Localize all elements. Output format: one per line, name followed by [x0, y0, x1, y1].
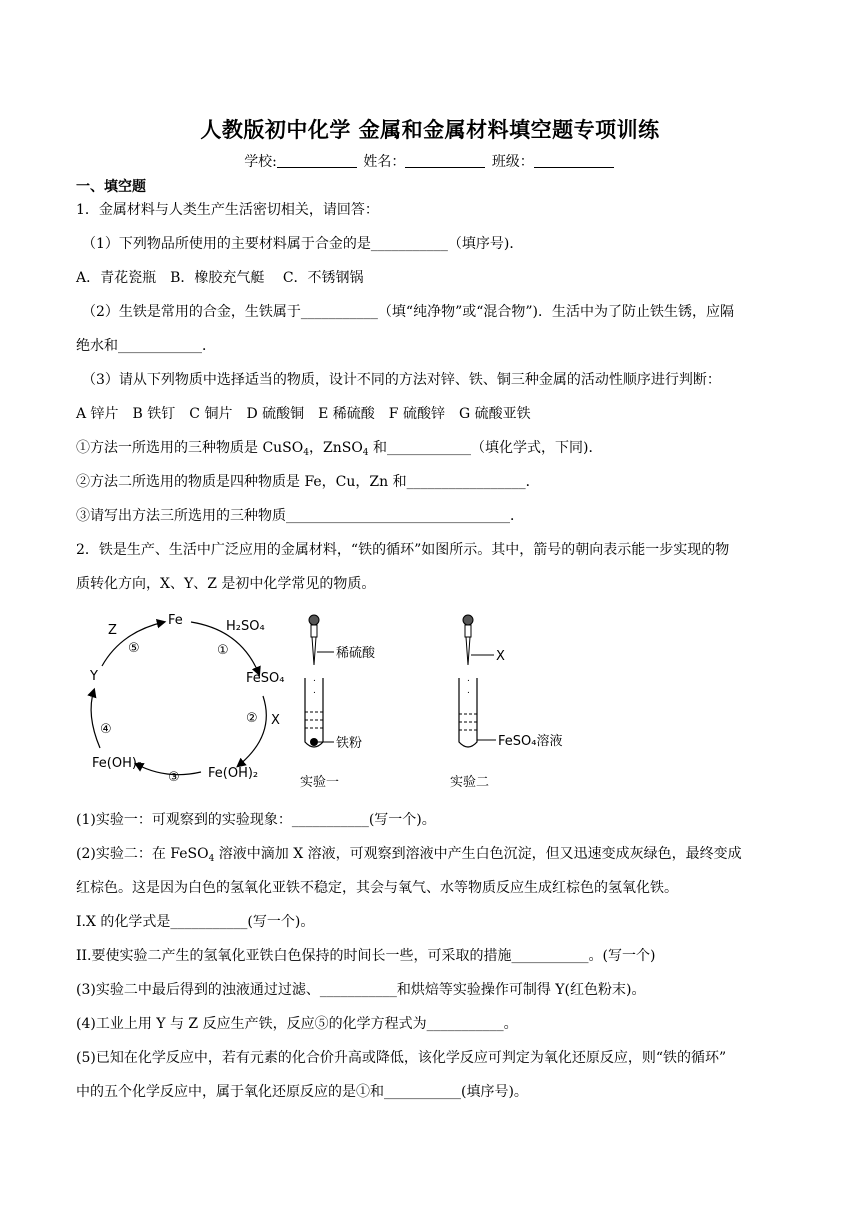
- q2-sub2-pre: (2)实验二：在 FeSO: [76, 846, 209, 862]
- student-info-line: [0, 151, 860, 171]
- section-title: 一、填空题: [76, 179, 146, 195]
- label-feso4: FeSO₄: [246, 671, 285, 686]
- page-title: 人教版初中化学 金属和金属材料填空题专项训练: [200, 117, 660, 142]
- q1-method1-mid: ，ZnSO: [308, 440, 363, 456]
- q2-sub2-ii: II.要使实验二产生的氢氧化亚铁白色保持的时间长一些，可采取的措施___________。(写一个): [76, 948, 656, 964]
- arrow-4: [91, 690, 100, 748]
- q2-sub2-line1: (2)实验二：在 FeSO$_4$ 溶液中滴加 X 溶液，可观察到溶液中产生白色沉淀，但又迅速变成灰绿色，最终变成: [76, 846, 742, 864]
- class-blank: [534, 153, 614, 168]
- label-z: Z: [108, 623, 117, 638]
- q1-method3: ③请写出方法三所选用的三种物质________________________________．: [76, 508, 524, 524]
- name-blank: [405, 153, 485, 168]
- step-5: ⑤: [128, 641, 140, 656]
- step-2: ②: [246, 711, 258, 726]
- step-1: ①: [217, 643, 229, 658]
- exp1-solid-label: 铁粉: [336, 736, 363, 751]
- q2-sub5-line1: (5)已知在化学反应中，若有元素的化合价升高或降低，该化学反应可判定为氧化还原反应，则“铁的循环”: [76, 1050, 727, 1066]
- q2-sub3: (3)实验二中最后得到的浊液通过过滤、___________和烘焙等实验操作可制得 Y(红色粉末)。: [76, 982, 646, 998]
- step-3: ③: [168, 770, 180, 785]
- name-label: 姓名：: [363, 154, 406, 170]
- exp2-reagent-label: X: [496, 649, 505, 664]
- q2-stem-line2: 质转化方向，X、Y、Z 是初中化学常见的物质。: [76, 576, 376, 592]
- iron-cycle-figure: [76, 600, 596, 800]
- step-4: ④: [100, 722, 112, 737]
- label-h2so4: H₂SO₄: [226, 619, 265, 634]
- q2-sub2-line2: 红棕色。这是因为白色的氢氧化亚铁不稳定，其会与氧气、水等物质反应生成红棕色的氢氧化铁。: [76, 880, 678, 896]
- label-fe: Fe: [168, 613, 183, 628]
- svg-text:٠: ٠: [466, 688, 471, 698]
- q1-part2-line2: 绝水和____________．: [76, 338, 216, 354]
- q1-method1-pre: ①方法一所选用的三种物质是 CuSO: [76, 440, 304, 456]
- q2-sub2-post: 溶液中滴加 X 溶液，可观察到溶液中产生白色沉淀，但又迅速变成灰绿色，最终变成: [214, 846, 742, 862]
- label-feoh3: Fe(OH)₃: [92, 756, 143, 771]
- exp2-title: 实验二: [450, 775, 490, 790]
- arrow-2: [238, 696, 266, 766]
- q2-sub4: (4)工业上用 Y 与 Z 反应生产铁，反应⑤的化学方程式为___________。: [76, 1016, 518, 1032]
- label-feoh2: Fe(OH)₂: [208, 766, 259, 781]
- q2-sub5-line2: 中的五个化学反应中，属于氧化还原反应的是①和___________(填序号)。: [76, 1084, 528, 1100]
- school-blank: [277, 153, 357, 168]
- label-y: Y: [90, 669, 98, 684]
- exp1-title: 实验一: [300, 775, 340, 790]
- exp1-reagent-label: 稀硫酸: [336, 646, 376, 661]
- q1-method1-post: 和____________（填化学式，下同)．: [368, 440, 603, 456]
- school-label: 学校:: [244, 154, 277, 170]
- experiment-2: [450, 615, 562, 790]
- iron-cycle-svg: [76, 600, 596, 800]
- q1-part2-line1: （2）生铁是常用的合金，生铁属于___________（填“纯净物”或“混合物”)．生活中为了防止铁生锈，应隔: [82, 304, 734, 320]
- q1-part1: （1）下列物品所使用的主要材料属于合金的是___________（填序号)．: [82, 236, 524, 252]
- q2-stem-line1: 2．铁是生产、生活中广泛应用的金属材料，“铁的循环”如图所示。其中，箭号的朝向表示能一步实现的物: [76, 542, 730, 558]
- svg-text:٠: ٠: [312, 688, 317, 698]
- q1-part3: （3）请从下列物质中选择适当的物质，设计不同的方法对锌、铁、铜三种金属的活动性顺序进行判断：: [82, 372, 721, 388]
- q1-stem: 1．金属材料与人类生产生活密切相关，请回答：: [76, 202, 379, 218]
- class-label: 班级：: [491, 154, 534, 170]
- q1-part3-options: A 锌片 B 铁钉 C 铜片 D 硫酸铜 E 稀硫酸 F 硫酸锌 G 硫酸亚铁: [76, 406, 531, 422]
- exp2-solution-label: FeSO₄溶液: [498, 734, 563, 749]
- label-x: X: [271, 713, 280, 728]
- q1-method2: ②方法二所选用的物质是四种物质是 Fe，Cu，Zn 和_________________．: [76, 474, 540, 490]
- q2-sub1: (1)实验一：可观察到的实验现象：___________(写一个)。: [76, 812, 436, 828]
- svg-text:٠: ٠: [466, 676, 471, 686]
- experiment-1: [300, 615, 376, 790]
- q2-sub2-i: I.X 的化学式是___________(写一个)。: [76, 914, 315, 930]
- q1-method1: ①方法一所选用的三种物质是 CuSO$_4$，ZnSO$_4$ 和____________（填化学式，下同)．: [76, 440, 603, 458]
- q1-part1-options: A．青花瓷瓶 B．橡胶充气艇 C．不锈钢锅: [76, 270, 364, 286]
- svg-text:٠: ٠: [312, 676, 317, 686]
